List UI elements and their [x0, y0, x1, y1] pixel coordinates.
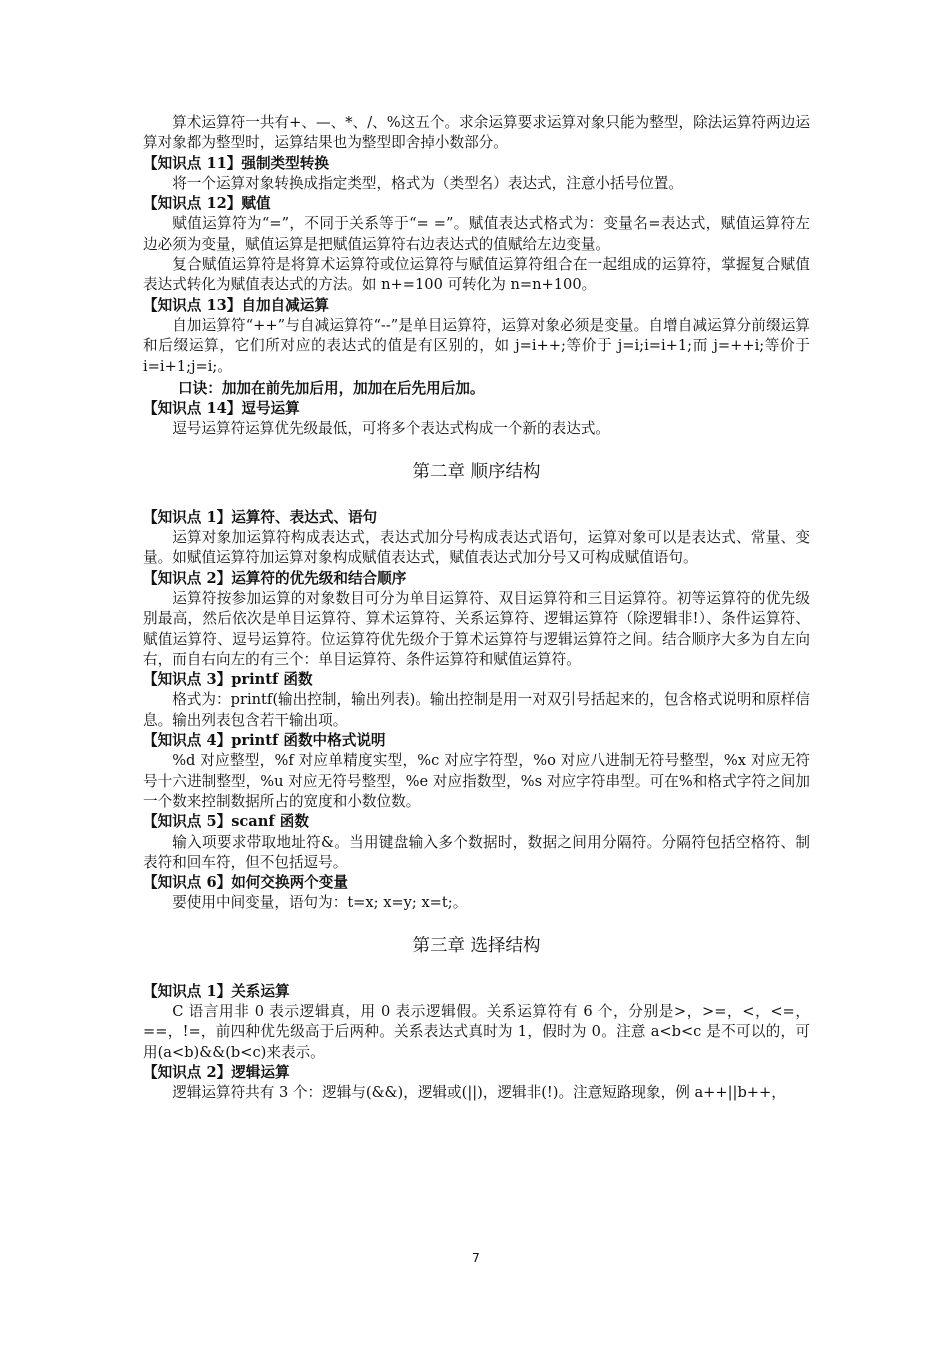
body-paragraph: 将一个运算对象转换成指定类型，格式为（类型名）表达式，注意小括号位置。: [172, 174, 683, 192]
body-paragraph: 算术运算符一共有+、—、*、/、%这五个。求余运算要求运算对象只能为整型，除法运算符两边运算对象都为整型时，运算结果也为整型即舍掉小数部分。: [143, 114, 810, 152]
chapter-title: 第三章 选择结构: [412, 935, 541, 956]
body-paragraph: 运算符按参加运算的对象数目可分为单目运算符、双目运算符和三目运算符。初等运算符的优先级别最高，然后依次是单目运算符、算术运算符、关系运算符、逻辑运算符（除逻辑非!）、条件运算符、赋值运算符、逗号运算符。位运算符优先级介于算术运算符与逻辑运算符之间。结合顺序大多为自左向右，而自右向左的有三个：单目运算符、条件运算符和赋值运算符。: [143, 589, 810, 668]
knowledge-point-heading: 【知识点 2】逻辑运算: [143, 1063, 290, 1081]
page-content: [143, 113, 810, 1103]
body-paragraph: 自加运算符“++”与自减运算符“--”是单目运算符，运算对象必须是变量。自增自减运算分前缀运算和后缀运算，它们所对应的表达式的值是有区别的，如 j=i++;等价于 j=i;i=i+1;而 j=++i;等价于 i=i+1;j=i;。: [143, 316, 810, 375]
knowledge-point-heading: 【知识点 4】printf 函数中格式说明: [143, 732, 386, 750]
body-paragraph: 要使用中间变量，语句为：t=x; x=y; x=t;。: [172, 894, 468, 912]
knowledge-point-heading: 【知识点 1】运算符、表达式、语句: [143, 508, 378, 526]
knowledge-point-heading: 【知识点 6】如何交换两个变量: [143, 874, 348, 892]
body-paragraph: 格式为：printf(输出控制，输出列表)。输出控制是用一对双引号括起来的，包含格式说明和原样信息。输出列表包含若干输出项。: [143, 691, 810, 729]
body-paragraph: 逻辑运算符共有 3 个：逻辑与(&&)，逻辑或(||)，逻辑非(!)。注意短路现象，例 a++||b++，: [172, 1084, 786, 1102]
body-paragraph: 运算对象加运算符构成表达式，表达式加分号构成表达式语句，运算对象可以是表达式、常量、变量。如赋值运算符加运算对象构成赋值表达式，赋值表达式加分号又可构成赋值语句。: [143, 529, 810, 567]
knowledge-point-heading: 【知识点 14】逗号运算: [143, 400, 300, 418]
body-paragraph: 赋值运算符为“=”，不同于关系等于“= =”。赋值表达式格式为：变量名=表达式，赋值运算符左边必须为变量，赋值运算是把赋值运算符右边表达式的值赋给左边变量。: [143, 215, 810, 253]
body-paragraph: %d 对应整型，%f 对应单精度实型，%c 对应字符型，%o 对应八进制无符号整型，%x 对应无符号十六进制整型，%u 对应无符号整型，%e 对应指数型，%s 对应字符串型。可在%和格式字符之间加一个数来控制数据所占的宽度和小数位数。: [143, 752, 810, 810]
knowledge-point-heading: 【知识点 13】自加自减运算: [143, 296, 329, 314]
page-number: 7: [472, 1251, 480, 1265]
body-paragraph: 输入项要求带取地址符&。当用键盘输入多个数据时，数据之间用分隔符。分隔符包括空格符、制表符和回车符，但不包括逗号。: [143, 833, 810, 871]
body-paragraph: 复合赋值运算符是将算术运算符或位运算符与赋值运算符组合在一起组成的运算符，掌握复合赋值表达式转化为赋值表达式的方法。如 n+=100 可转化为 n=n+100。: [143, 256, 810, 294]
knowledge-point-heading: 【知识点 12】赋值: [143, 195, 271, 213]
body-paragraph: 逗号运算符运算优先级最低，可将多个表达式构成一个新的表达式。: [172, 420, 611, 438]
knowledge-point-heading: 【知识点 1】关系运算: [143, 982, 290, 1000]
knowledge-point-heading: 【知识点 11】强制类型转换: [143, 154, 329, 172]
knowledge-point-heading: 【知识点 5】scanf 函数: [143, 813, 309, 831]
mnemonic-line: 口诀：加加在前先加后用，加加在后先用后加。: [178, 379, 485, 397]
knowledge-point-heading: 【知识点 2】运算符的优先级和结合顺序: [143, 569, 407, 587]
chapter-title: 第二章 顺序结构: [412, 461, 541, 482]
body-paragraph: C 语言用非 0 表示逻辑真，用 0 表示逻辑假。关系运算符有 6 个，分别是>，>=，<，<=，==，!=，前四种优先级高于后两种。关系表达式真时为 1，假时为 0。注意 a<b<c 是不可以的，可用(a<b)&&(b<c)来表示。: [143, 1002, 810, 1061]
knowledge-point-heading: 【知识点 3】printf 函数: [143, 671, 313, 689]
